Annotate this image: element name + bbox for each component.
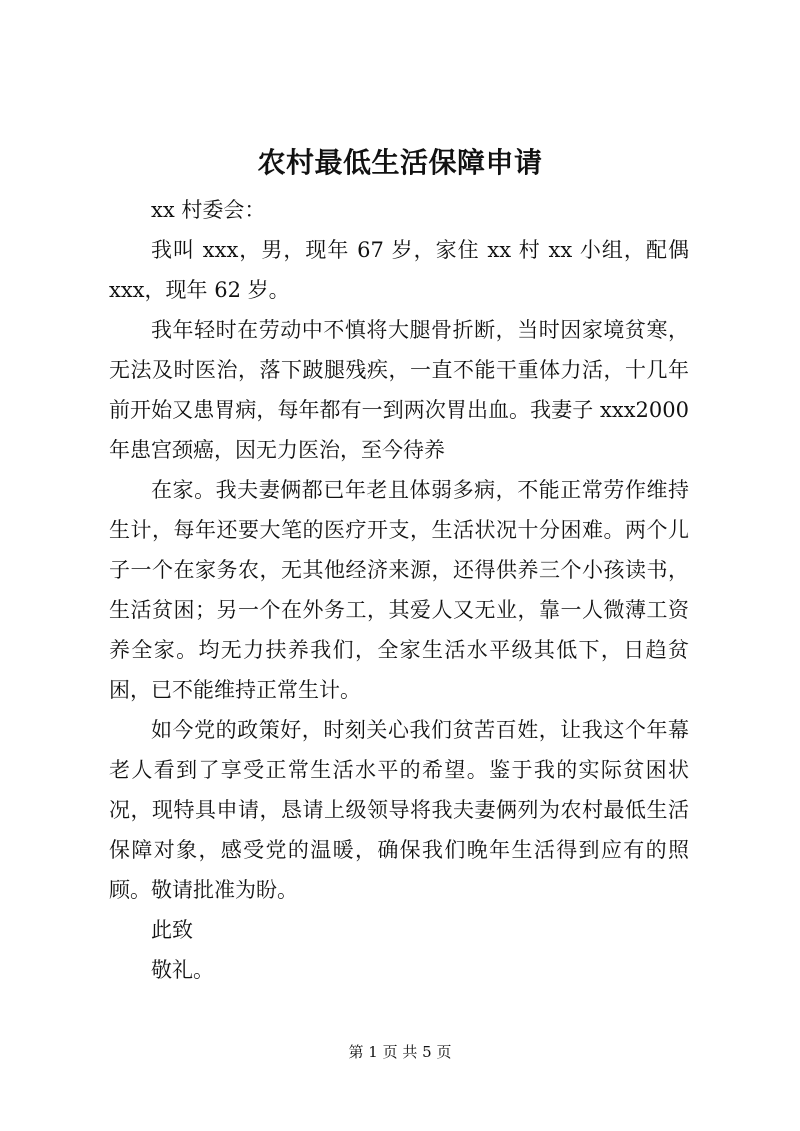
closing-regards: 敬礼。 <box>151 958 214 982</box>
paragraph-3: 在家。我夫妻俩都已年老且体弱多病，不能正常劳作维持生计，每年还要大笔的医疗开支，生活状况十分困难。两个儿子一个在家务农，无其他经济来源，还得供养三个小孩读书，生活贫困；另一个在外务工，其爱人又无业，靠一人微薄工资养全家。均无力扶养我们，全家生活水平级其低下，日趋贫困，已不能维持正常生计。 <box>109 478 689 702</box>
paragraph-4: 如今党的政策好，时刻关心我们贫苦百姓，让我这个年幕老人看到了享受正常生活水平的希望。鉴于我的实际贫困状况，现特具申请，恳请上级领导将我夫妻俩列为农村最低生活保障对象，感受党的温暖，确保我们晚年生活得到应有的照顾。敬请批准为盼。 <box>109 718 689 902</box>
paragraph-2: 我年轻时在劳动中不慎将大腿骨折断，当时因家境贫寒，无法及时医治，落下跛腿残疾，一直不能干重体力活，十几年前开始又患胃病，每年都有一到两次胃出血。我妻子 xxx2000 年患宫颈癌，因无力医治，至今待养 <box>109 318 689 462</box>
document-body <box>109 190 689 990</box>
paragraph-1: 我叫 xxx，男，现年 67 岁，家住 xx 村 xx 小组，配偶 xxx，现年 62 岁。 <box>109 238 689 302</box>
document-title: 农村最低生活保障申请 <box>257 146 543 179</box>
salutation: xx 村委会： <box>151 198 266 222</box>
page-footer: 第 1 页 共 5 页 <box>348 1043 452 1061</box>
closing-salute: 此致 <box>151 918 193 942</box>
